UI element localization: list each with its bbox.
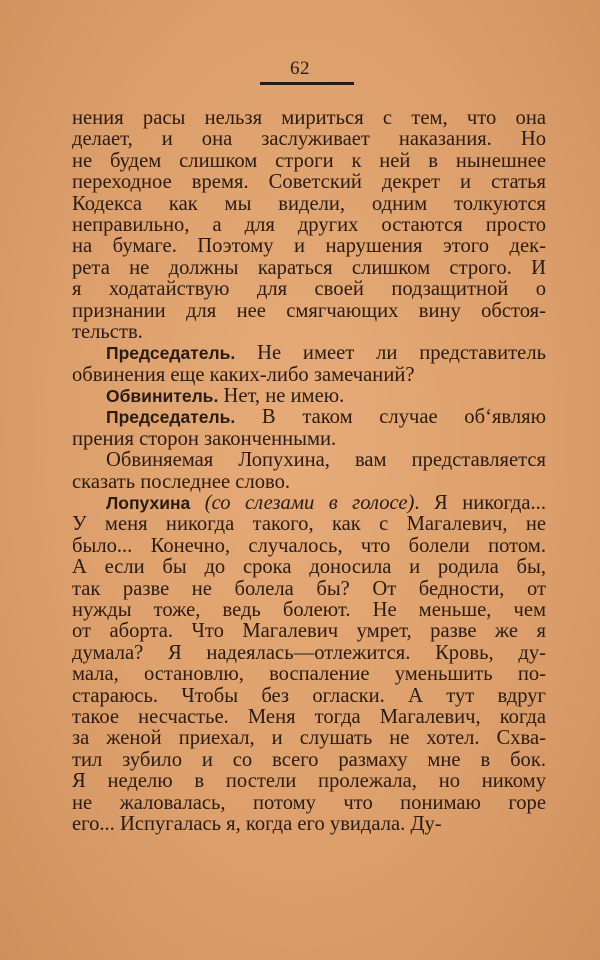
line-text: не жаловалась, потому что понимаю горе (72, 791, 546, 814)
text-line (72, 707, 546, 728)
line-text: не будем слишком строги к ней в нынешнее (72, 149, 546, 172)
speaker-name: Председатель. (106, 407, 236, 428)
line-text: . Я никогда... (414, 492, 546, 515)
text-line (72, 664, 546, 685)
line-text: такое несчастье. Меня тогда Магалевич, когда (72, 705, 546, 728)
line-text: думала? Я надеялась—отлежится. Кровь, ду- (72, 641, 546, 664)
line-text: мала, остановлю, воспаление уменьшить по- (72, 663, 546, 686)
text-line (72, 600, 546, 621)
text-line (72, 343, 546, 364)
text-line (72, 301, 546, 322)
line-text: Не имеет ли представитель (235, 342, 546, 365)
line-text: обвинения еще каких-либо замечаний? (72, 363, 415, 386)
line-text: стараюсь. Чтобы без огласки. А тут вдруг (72, 684, 546, 707)
text-line (72, 194, 546, 215)
line-text: Обвиняемая Лопухина, вам представляется (106, 449, 546, 472)
line-text: я ходатайствую для своей подзащитной о (72, 278, 546, 301)
line-text: признании для нее смягчающих вину обстоя- (72, 299, 546, 322)
text-line (72, 643, 546, 664)
speaker-name: Обвинитель. (106, 386, 219, 407)
line-text: нения расы нельзя мириться с тем, что она (72, 107, 546, 129)
speaker-name: Председатель. (106, 343, 236, 364)
text-line (72, 407, 546, 428)
line-text: делает, и она заслуживает наказания. Но (72, 128, 546, 151)
text-line (72, 215, 546, 236)
text-line (72, 750, 546, 771)
line-text: неправильно, а для других остаются просто (72, 213, 546, 236)
text-line (72, 814, 546, 835)
line-text: за женой приехал, и слушать не хотел. Схва- (72, 727, 546, 750)
line-text: тил зубило и со всего размаху мне в бок. (72, 748, 546, 771)
line-text: Я неделю в постели пролежала, но никому (72, 770, 546, 793)
text-line (72, 793, 546, 814)
page-number: 62 (290, 58, 310, 79)
text-line (72, 450, 546, 471)
text-line (72, 279, 546, 300)
text-line (72, 579, 546, 600)
line-text: его... Испугалась я, когда его увидала. Ду- (72, 812, 442, 835)
speaker-name: Лопухина (106, 493, 191, 514)
text-line (72, 472, 546, 493)
text-line (72, 771, 546, 792)
line-text: нужды тоже, ведь болеют. Не меньше, чем (72, 598, 546, 621)
text-line (72, 151, 546, 172)
text-line (72, 429, 546, 450)
text-line (72, 728, 546, 749)
line-text: В таком случае об‘являю (235, 406, 546, 429)
line-text: Кодекса как мы видели, одним толкуются (72, 192, 546, 215)
text-line (72, 129, 546, 150)
text-line (72, 365, 546, 386)
line-text: Нет, не имею. (218, 385, 345, 408)
text-line (72, 621, 546, 642)
text-line (72, 493, 546, 514)
text-line (72, 557, 546, 578)
line-text: рета не должны караться слишком строго. И (72, 256, 546, 279)
text-line (72, 236, 546, 257)
line-text: прения сторон законченными. (72, 427, 337, 450)
line-text: было... Конечно, случалось, что болели потом. (72, 534, 546, 557)
text-line (72, 536, 546, 557)
line-text: У меня никогда такого, как с Магалевич, не (72, 513, 546, 536)
line-text: переходное время. Советский декрет и статья (72, 171, 546, 194)
line-text: тельств. (72, 320, 143, 343)
stage-direction: (со слезами в голосе) (190, 492, 415, 515)
header-rule (260, 82, 354, 85)
line-text: от аборта. Что Магалевич умрет, разве же я (72, 620, 546, 643)
line-text: на бумаге. Поэтому и нарушения этого дек- (72, 235, 546, 258)
line-text: А если бы до срока доносила и родила бы, (72, 556, 546, 579)
text-line (72, 258, 546, 279)
body-text (72, 108, 546, 835)
text-line (72, 322, 546, 343)
text-line (72, 108, 546, 129)
line-text: сказать последнее слово. (72, 470, 291, 493)
text-line (72, 386, 546, 407)
text-line (72, 172, 546, 193)
line-text: так разве не болела бы? От бедности, от (72, 577, 546, 600)
text-line (72, 686, 546, 707)
text-line (72, 514, 546, 535)
